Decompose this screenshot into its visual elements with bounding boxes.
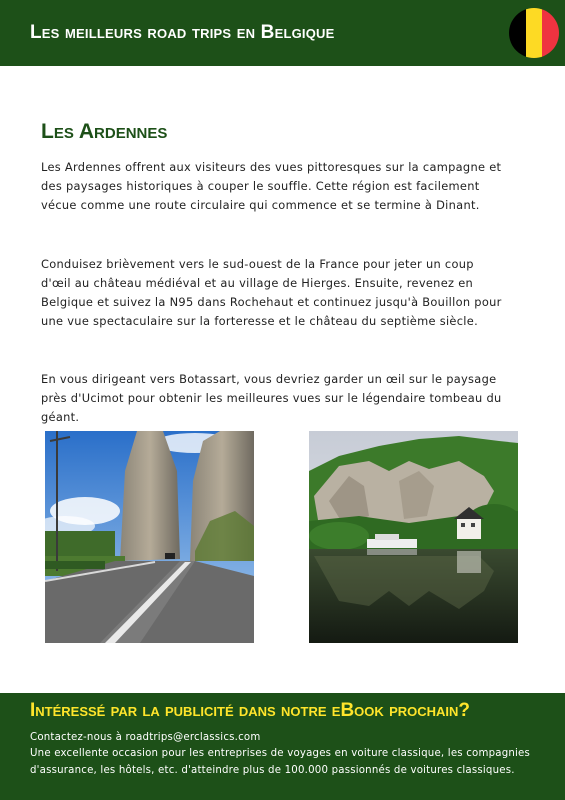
footer-title: Intéressé par la publicité dans notre eBook prochain? xyxy=(30,700,471,721)
photo-road-rocks xyxy=(45,431,254,643)
footer-contact: Contactez-nous à roadtrips@erclassics.com xyxy=(30,732,261,743)
header-banner xyxy=(0,0,565,66)
belgium-flag-icon xyxy=(509,8,559,58)
footer-description: Une excellente occasion pour les entreprises de voyages en voiture classique, les compagnies d'assurance, les hôtels, etc. d'atteindre plus de 100.000 passionnés de voitures classiques. xyxy=(30,748,531,776)
paragraph-intro: Les Ardennes offrent aux visiteurs des vues pittoresques sur la campagne et des paysages historiques à couper le souffle. Cette région est facilement vécue comme une route circulaire qui commence et se termine à Dinant. xyxy=(41,160,502,212)
footer-banner xyxy=(0,693,565,800)
photo-river-cliffs xyxy=(309,431,518,643)
paragraph-route: Conduisez brièvement vers le sud-ouest de la France pour jeter un coup d'œil au château médiéval et au village de Hierges. Ensuite, revenez en Belgique et suivez la N95 dans Rochehaut et continuez jusqu'à Bouillon pour une vue spectaculaire sur la forteresse et le château du septième siècle. xyxy=(41,257,502,328)
section-title: Les Ardennes xyxy=(41,120,168,143)
page-title: Les meilleurs road trips en Belgique xyxy=(30,22,335,43)
paragraph-botassart: En vous dirigeant vers Botassart, vous devriez garder un œil sur le paysage près d'Ucimot pour obtenir les meilleures vues sur le légendaire tombeau du géant. xyxy=(41,372,502,424)
